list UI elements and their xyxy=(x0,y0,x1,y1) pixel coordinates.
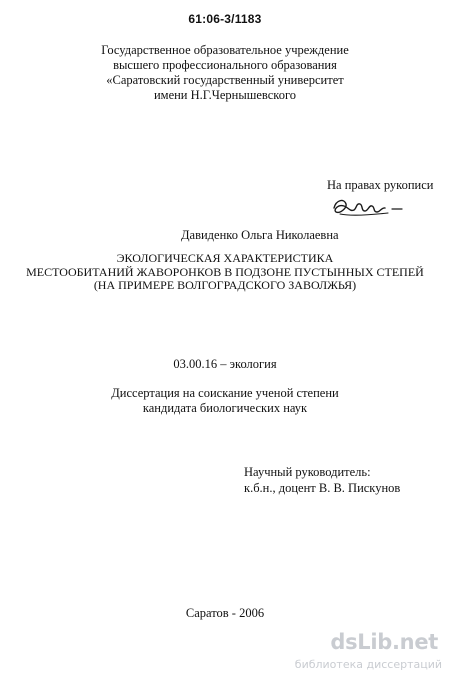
advisor-details: к.б.н., доцент В. В. Пискунов xyxy=(244,481,401,495)
rights-label: На правах рукописи xyxy=(327,178,434,192)
advisor-block xyxy=(244,464,400,496)
degree-line: Диссертация на соискание ученой степени xyxy=(111,386,339,400)
title-line: МЕСТООБИТАНИЙ ЖАВОРОНКОВ В ПОДЗОНЕ ПУСТЫННЫХ СТЕПЕЙ xyxy=(26,264,424,279)
degree-block xyxy=(0,386,450,416)
dissertation-title xyxy=(0,252,450,293)
archive-code: 61:06-3/1183 xyxy=(188,12,262,26)
degree-line: кандидата биологических наук xyxy=(142,401,308,415)
title-line: (НА ПРИМЕРЕ ВОЛГОГРАДСКОГО ЗАВОЛЖЬЯ) xyxy=(93,278,357,292)
institution-line: «Саратовский государственный университет xyxy=(106,73,344,87)
advisor-label: Научный руководитель: xyxy=(244,465,371,479)
author-name: Давиденко Ольга Николаевна xyxy=(181,228,339,242)
city-year: Саратов - 2006 xyxy=(185,606,265,620)
specialty-code: 03.00.16 – экология xyxy=(173,357,277,371)
institution-block xyxy=(0,43,450,103)
institution-line: высшего профессионального образования xyxy=(113,58,337,72)
title-line: ЭКОЛОГИЧЕСКАЯ ХАРАКТЕРИСТИКА xyxy=(116,251,334,265)
institution-line: имени Н.Г.Чернышевского xyxy=(153,88,297,102)
watermark-subtitle: библиотека диссертаций xyxy=(294,658,442,671)
watermark-logo: dsLib.net xyxy=(330,630,438,654)
dslib-watermark xyxy=(294,630,448,678)
handwritten-signature-icon xyxy=(330,194,410,222)
institution-line: Государственное образовательное учреждение xyxy=(101,43,349,57)
